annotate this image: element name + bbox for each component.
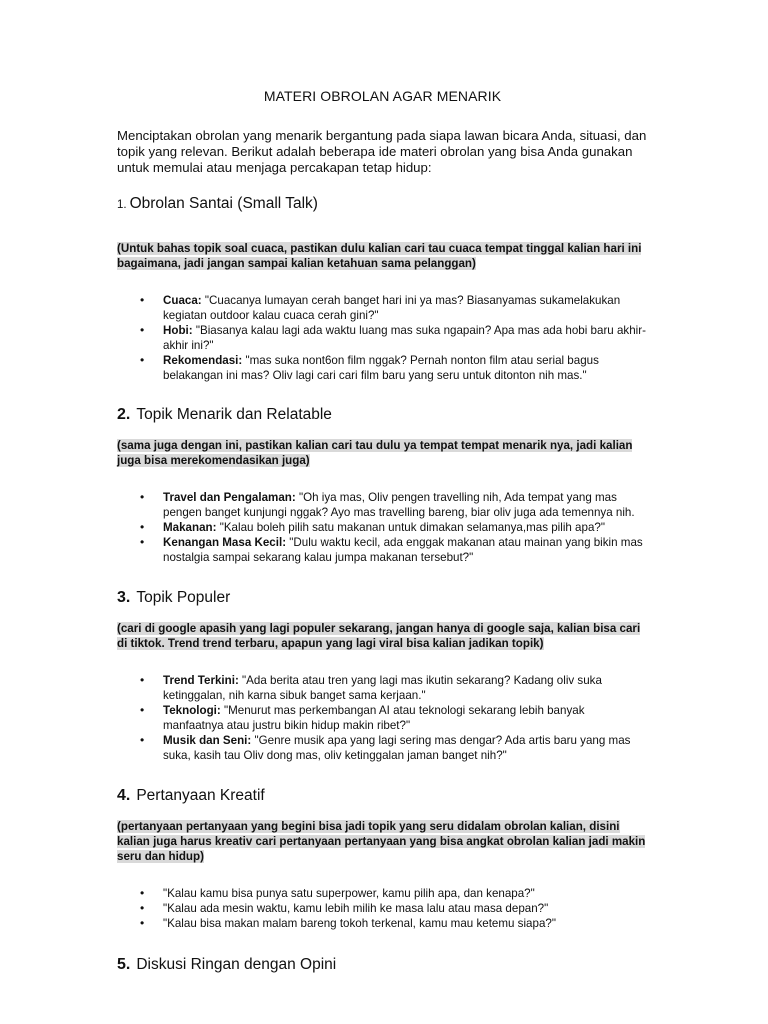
section-1-number: 1. bbox=[117, 199, 127, 211]
list-item bbox=[163, 535, 648, 565]
item-label: Cuaca: bbox=[163, 294, 202, 307]
item-text: "Menurut mas perkembangan AI atau teknologi sekarang lebih banyak manfaatnya atau justru bikin hidup makin ribet?" bbox=[163, 704, 585, 732]
section-3-note bbox=[117, 621, 648, 651]
list-item bbox=[163, 323, 648, 353]
list-item bbox=[163, 293, 648, 323]
intro-paragraph: Menciptakan obrolan yang menarik bergantung pada siapa lawan bicara Anda, situasi, dan topik yang relevan. Berikut adalah beberapa ide materi obrolan yang bisa Anda gunakan untuk memulai atau menjaga percakapan tetap hidup: bbox=[117, 128, 647, 175]
item-label: Makanan: bbox=[163, 521, 217, 534]
item-text: "Dulu waktu kecil, ada enggak makanan atau mainan yang bikin mas nostalgia sampai sekarang kalau jumpa makanan tersebut?" bbox=[163, 536, 643, 564]
section-3-list bbox=[117, 673, 648, 763]
item-text: "Genre musik apa yang lagi sering mas dengar? Ada artis baru yang mas suka, kasih tau Oliv dong mas, oliv ketinggalan jaman banget nih?" bbox=[163, 734, 631, 762]
item-text: "Kalau ada mesin waktu, kamu lebih milih ke masa lalu atau masa depan?" bbox=[163, 902, 549, 915]
section-1-title: Obrolan Santai (Small Talk) bbox=[129, 195, 318, 212]
item-label: Teknologi: bbox=[163, 704, 221, 717]
section-1-note-text: (Untuk bahas topik soal cuaca, pastikan dulu kalian cari tau cuaca tempat tinggal kalian hari ini bagaimana, jadi jangan sampai kalian ketahuan sama pelanggan) bbox=[117, 242, 642, 270]
section-4-note bbox=[117, 819, 648, 864]
section-3-number: 3. bbox=[117, 589, 131, 606]
section-2-number: 2. bbox=[117, 406, 131, 423]
section-5-title: Diskusi Ringan dengan Opini bbox=[136, 956, 337, 973]
item-text: "Kalau bisa makan malam bareng tokoh terkenal, kamu mau ketemu siapa?" bbox=[163, 917, 556, 930]
section-1-heading bbox=[117, 194, 648, 215]
item-label: Travel dan Pengalaman: bbox=[163, 491, 296, 504]
section-3-heading bbox=[117, 588, 648, 608]
section-3-note-text: (cari di google apasih yang lagi populer sekarang, jangan hanya di google saja, kalian bisa cari di tiktok. Trend trend terbaru, apapun yang lagi viral bisa kalian jadikan topik) bbox=[117, 622, 641, 650]
list-item bbox=[163, 673, 648, 703]
list-item bbox=[163, 490, 648, 520]
section-2-note-text: (sama juga dengan ini, pastikan kalian cari tau dulu ya tempat tempat menarik nya, jadi kalian juga bisa merekomendasikan juga) bbox=[117, 439, 633, 467]
section-4-note-text: (pertanyaan pertanyaan yang begini bisa jadi topik yang seru didalam obrolan kalian, disini kalian juga harus kreativ cari pertanyaan pertanyaan yang bisa angkat obrolan kalian jadi makin seru dan hidup) bbox=[117, 820, 646, 863]
item-label: Musik dan Seni: bbox=[163, 734, 252, 747]
section-3-title: Topik Populer bbox=[136, 589, 231, 606]
item-text: "Ada berita atau tren yang lagi mas ikutin sekarang? Kadang oliv suka ketinggalan, nih karna sibuk banget sama kerjaan." bbox=[163, 674, 602, 702]
section-4-number: 4. bbox=[117, 787, 131, 804]
list-item bbox=[163, 353, 648, 383]
list-item bbox=[163, 916, 648, 931]
section-4-list bbox=[117, 886, 648, 931]
item-text: "Cuacanya lumayan cerah banget hari ini ya mas? Biasanyamas sukamelakukan kegiatan outdoor kalau cuaca cerah gini?" bbox=[163, 294, 621, 322]
list-item bbox=[163, 886, 648, 901]
section-2-heading bbox=[117, 405, 648, 425]
item-text: "Kalau boleh pilih satu makanan untuk dimakan selamanya,mas pilih apa?" bbox=[216, 521, 605, 534]
item-text: "Oh iya mas, Oliv pengen travelling nih, Ada tempat yang mas pengen banget kunjungi nggak? Ayo mas travelling bareng, biar oliv juga ada temennya nih. bbox=[163, 491, 635, 519]
item-label: Rekomendasi: bbox=[163, 354, 243, 367]
item-text: "Kalau kamu bisa punya satu superpower, kamu pilih apa, dan kenapa?" bbox=[163, 887, 535, 900]
item-label: Hobi: bbox=[163, 324, 193, 337]
section-5-number: 5. bbox=[117, 956, 131, 973]
section-4-heading bbox=[117, 786, 648, 806]
section-1-list bbox=[117, 293, 648, 383]
list-item bbox=[163, 520, 648, 535]
item-text: "mas suka nont6on film nggak? Pernah nonton film atau serial bagus belakangan ini mas? Oliv lagi cari cari film baru yang seru untuk ditonton nih mas." bbox=[163, 354, 599, 382]
section-2-list bbox=[117, 490, 648, 565]
document-title: MATERI OBROLAN AGAR MENARIK bbox=[263, 88, 502, 104]
item-text: "Biasanya kalau lagi ada waktu luang mas suka ngapain? Apa mas ada hobi baru akhir-akhir ini?" bbox=[163, 324, 646, 352]
item-label: Trend Terkini: bbox=[163, 674, 239, 687]
section-2-title: Topik Menarik dan Relatable bbox=[136, 406, 332, 423]
section-4-title: Pertanyaan Kreatif bbox=[136, 787, 265, 804]
list-item bbox=[163, 901, 648, 916]
section-1-note bbox=[117, 241, 648, 271]
list-item bbox=[163, 703, 648, 733]
item-label: Kenangan Masa Kecil: bbox=[163, 536, 287, 549]
section-2-note bbox=[117, 438, 648, 468]
list-item bbox=[163, 733, 648, 763]
section-5-heading bbox=[117, 955, 648, 975]
